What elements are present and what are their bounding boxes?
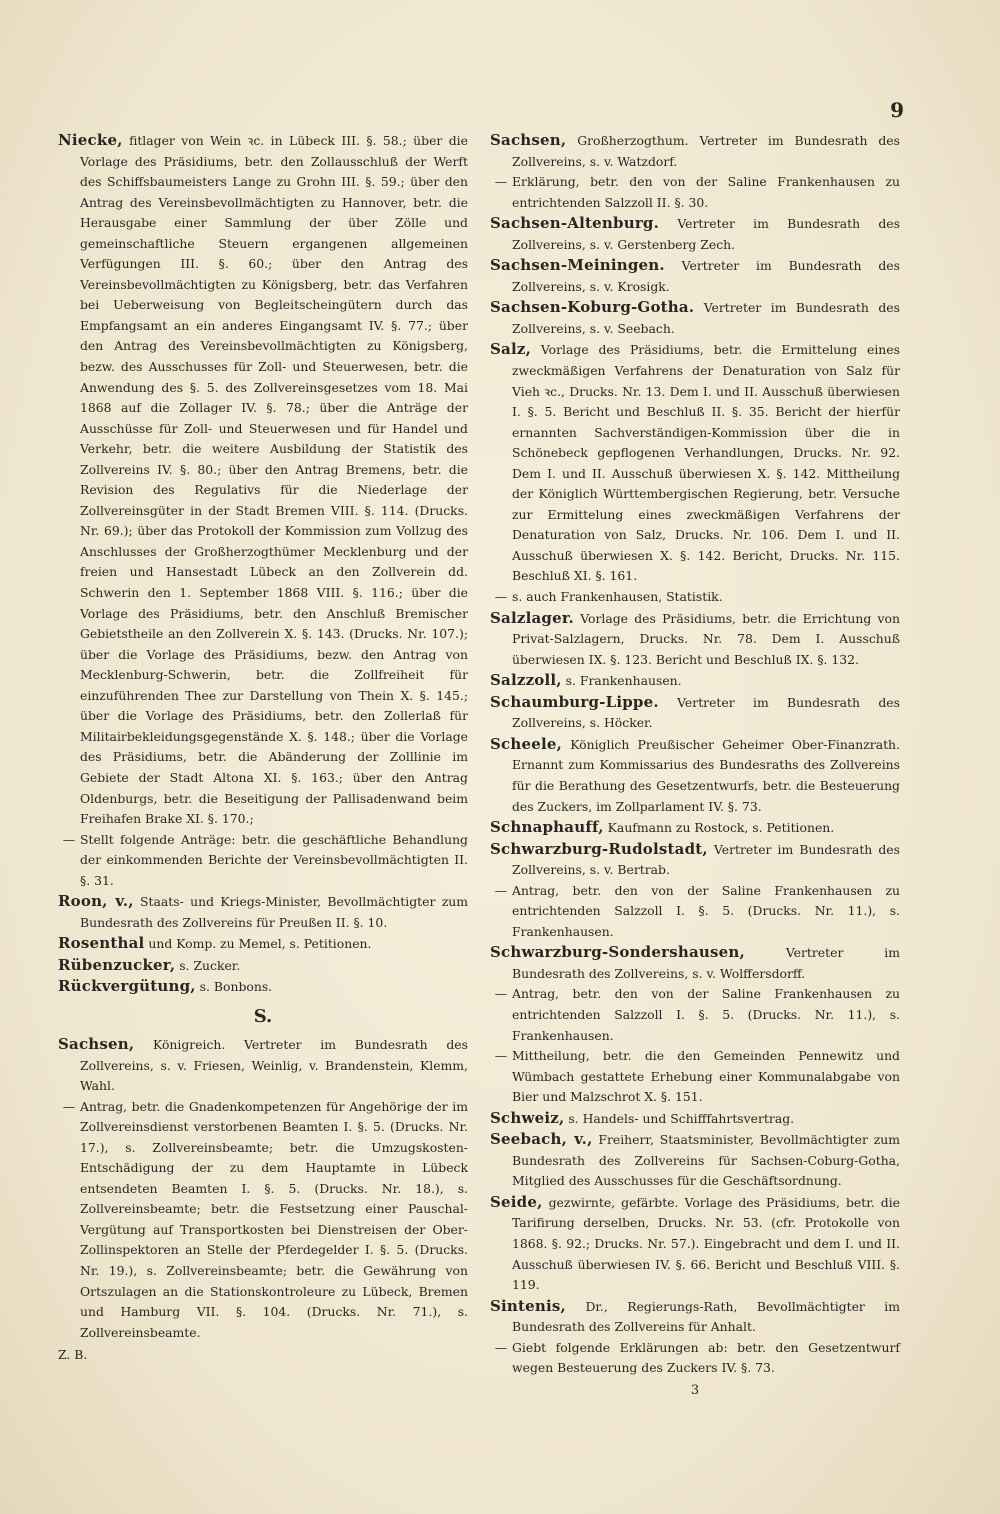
sub-entry <box>490 984 900 1046</box>
index-entry <box>490 1296 900 1338</box>
entry-headword: Rübenzucker, <box>58 955 176 974</box>
sub-entry-text: s. auch Frankenhausen, Statistik. <box>512 589 723 605</box>
index-entry <box>490 692 900 734</box>
dash-mark: — <box>494 986 508 1002</box>
index-entry <box>490 942 900 984</box>
sub-entry-group <box>58 830 468 892</box>
entry-group <box>490 608 900 881</box>
entry-text: Königlich Preußischer Geheimer Ober-Finanzrath. Ernannt zum Kommissarius des Bundesraths des Zollvereins für die Berathung des Gesetzentwurfs, betr. die Besteuerung des Zuckers, im Zollparlament IV. §. 73. <box>512 736 900 814</box>
index-entry <box>490 130 900 172</box>
entry-group <box>58 1034 468 1097</box>
index-entry <box>490 608 900 671</box>
entry-headword: Schnaphauff, <box>490 818 604 837</box>
sub-entry-text: Erklärung, betr. den von der Saline Frankenhausen zu entrichtenden Salzzoll II. §. 30. <box>512 174 900 210</box>
entry-headword: Sachsen-Koburg-Gotha. <box>490 298 695 317</box>
entry-text: Staats- und Kriegs-Minister, Bevollmächtigter zum Bundesrath des Zollvereins für Preußen II. §. 10. <box>80 894 468 930</box>
sheet-number: 3 <box>690 1382 700 1398</box>
sub-entry-group <box>490 172 900 213</box>
index-entry <box>490 1192 900 1296</box>
entry-headword: Rosenthal <box>58 934 145 953</box>
index-entry <box>490 817 900 839</box>
entry-group <box>58 891 468 998</box>
left-column <box>58 130 468 1366</box>
index-entry <box>58 976 468 998</box>
dash-mark: — <box>494 174 508 190</box>
entry-text: Freiherr, Staatsminister, Bevollmächtigter zum Bundesrath des Zollvereins für Sachsen-Coburg-Gotha, Mitglied des Ausschusses für die Geschäftsordnung. <box>512 1132 900 1189</box>
entry-headword: Sintenis, <box>490 1296 566 1315</box>
entry-text: Vorlage des Präsidiums, betr. die Errichtung von Privat-Salzlagern, Drucks. Nr. 78. Dem I. Ausschuß überwiesen IX. §. 123. Bericht und Beschluß IX. §. 132. <box>512 610 900 667</box>
index-entry <box>490 734 900 817</box>
entry-headword: Sachsen, <box>58 1034 135 1053</box>
entry-text: Königreich. Vertreter im Bundesrath des Zollvereins, s. v. Friesen, Weinlig, v. Brandenstein, Klemm, Wahl. <box>80 1036 468 1094</box>
sub-entry-group <box>490 1338 900 1379</box>
entry-headword: Salzzoll, <box>490 671 562 690</box>
index-entry <box>490 1108 900 1130</box>
entry-text: s. Handels- und Schifffahrtsvertrag. <box>568 1110 795 1126</box>
entry-text: Vertreter im Bundesrath des Zollvereins, s. v. Seebach. <box>512 300 900 336</box>
dash-mark: — <box>494 1048 508 1064</box>
entry-headword: Seebach, v., <box>490 1130 593 1149</box>
sub-entry <box>490 1338 900 1379</box>
index-entry <box>58 130 468 830</box>
index-entry <box>58 1034 468 1097</box>
index-entry <box>490 213 900 255</box>
entry-group <box>490 942 900 984</box>
entry-text: fitlager von Wein ꝛc. in Lübeck III. §. 58.; über die Vorlage des Präsidiums, betr. den Zollausschluß der Werft des Schiffsbaumeisters Lange zu Grohn III. §. 59.; über den Antrag des Vereinsbevollmächtigten zu Hannover, betr. die Herausgabe einer Sammlung der über Zölle und gemeinschaftliche Steuern ergangenen allgemeinen Verfügungen III. §. 60.; über den Antrag des Vereinsbevollmächtigten zu Königsberg, betr. das Verfahren bei Ueberweisung von Begleitscheingütern durch das Empfangsamt an ein anderes Eingangsamt IV. §. 77.; über den Antrag des Vereinsbevollmächtigten zu Königsberg, bezw. des Ausschusses für Zoll- und Steuerwesen, betr. die Anwendung des §. 5. des Zollvereinsgesetzes vom 18. Mai 1868 auf die Zollager IV. §. 78.; über die Anträge der Ausschüsse für Zoll- und Steuerwesen und für Handel und Verkehr, betr. die weitere Ausbildung der Statistik des Zollvereins IV. §. 80.; über den Antrag Bremens, betr. die Revision des Regulativs für die Niederlage der Zollvereinsgüter in der Stadt Bremen VIII. §. 114. (Drucks. Nr. 69.); über das Protokoll der Kommission zum Vollzug des Anschlusses der Großherzogthümer Mecklenburg und der freien und Hansestadt Lübeck an den Zollverein dd. Schwerin den 1. September 1868 VIII. §. 116.; über die Vorlage des Präsidiums, betr. den Anschluß Bremischer Gebietstheile an den Zollverein X. §. 143. (Drucks. Nr. 107.); über die Vorlage des Präsidiums, bezw. den Antrag von Mecklenburg-Schwerin, betr. die Zollfreiheit für einzuführenden Thee zur Darstellung von Thein X. §. 145.; über die Vorlage des Präsidiums, betr. den Zollerlaß für Militairbekleidungsgegenstände X. §. 148.; über die Vorlage des Präsidiums, betr. die Abänderung der Zolllinie im Gebiete der Stadt Altona XI. §. 163.; über den Antrag Oldenburgs, betr. die Beseitigung der Pallisadenwand beim Freihafen Brake XI. §. 170.; <box>80 133 468 827</box>
index-entry <box>490 839 900 881</box>
signature-mark: Z. B. <box>58 1347 88 1363</box>
sub-entry-group <box>490 587 900 608</box>
sub-entry-text: Giebt folgende Erklärungen ab: betr. den Gesetzentwurf wegen Besteuerung des Zuckers IV. §. 73. <box>512 1339 900 1376</box>
entry-text: und Komp. zu Memel, s. Petitionen. <box>148 936 372 952</box>
sub-entry <box>58 830 468 892</box>
sub-entry <box>490 587 900 608</box>
index-entry <box>490 255 900 297</box>
entry-text: Vertreter im Bundesrath des Zollvereins, s. Höcker. <box>512 694 900 731</box>
sub-entry-group <box>490 881 900 943</box>
entry-headword: Schwarzburg-Sondershausen, <box>490 943 745 962</box>
entry-headword: Sachsen-Altenburg. <box>490 214 660 233</box>
entry-headword: Sachsen-Meiningen. <box>490 256 665 275</box>
entry-text: gezwirnte, gefärbte. Vorlage des Präsidiums, betr. die Tarifirung derselben, Drucks. Nr. 53. (cfr. Protokolle von 1868. §. 92.; Drucks. Nr. 57.). Eingebracht und dem I. und II. Ausschuß überwiesen IV. §. 66. Bericht und Beschluß VIII. §. 119. <box>512 1194 900 1293</box>
page-number: 9 <box>890 98 904 122</box>
index-entry <box>58 891 468 933</box>
sub-entry-text: Antrag, betr. die Gnadenkompetenzen für Angehörige der im Zollvereinsdienst verstorbenen Beamten I. §. 5. (Drucks. Nr. 17.), s. Zollvereinsbeamte; betr. die Umzugskosten-Entschädigung der zu dem Hauptamte in Lübeck entsendeten Beamten I. §. 5. (Drucks. Nr. 18.), s. Zollvereinsbeamte; betr. die Festsetzung einer Pauschal-Vergütung auf Transportkosten bei Dienstreisen der Ober-Zollinspektoren an Stelle der Pferdegelder I. §. 5. (Drucks. Nr. 19.), s. Zollvereinsbeamte; betr. die Gewährung von Ortszulagen an die Stationskontroleure zu Lübeck, Bremen und Hamburg VII. §. 104. (Drucks. Nr. 71.), s. Zollvereinsbeamte. <box>80 1098 468 1340</box>
index-entry <box>490 297 900 339</box>
sub-entry <box>58 1097 468 1344</box>
sub-entry-group <box>58 1097 468 1344</box>
entry-headword: Scheele, <box>490 734 563 753</box>
index-entry <box>490 339 900 587</box>
sub-entry-text: Antrag, betr. den von der Saline Frankenhausen zu entrichtenden Salzzoll I. §. 5. (Drucks. Nr. 11.), s. Frankenhausen. <box>512 882 900 939</box>
entry-text: s. Zucker. <box>179 957 241 973</box>
entry-text: Vertreter im Bundesrath des Zollvereins, s. v. Gerstenberg Zech. <box>512 216 900 252</box>
entry-text: Vertreter im Bundesrath des Zollvereins, s. v. Wolffersdorff. <box>512 945 900 981</box>
index-entry <box>490 670 900 692</box>
dash-mark: — <box>494 882 508 898</box>
sub-entry-text: Mittheilung, betr. die den Gemeinden Pennewitz und Wümbach gestattete Erhebung einer Kommunalabgabe von Bier und Malzschrot X. §. 151. <box>512 1048 900 1105</box>
sub-entry <box>490 881 900 943</box>
dash-mark: — <box>62 1098 76 1114</box>
entry-text: Dr., Regierungs-Rath, Bevollmächtigter im Bundesrath des Zollvereins für Anhalt. <box>512 1298 900 1335</box>
entry-text: s. Bonbons. <box>199 979 273 995</box>
entry-group <box>58 130 468 830</box>
entry-headword: Schweiz, <box>490 1108 565 1127</box>
entry-headword: Rückvergütung, <box>58 977 196 996</box>
index-entry <box>490 1129 900 1192</box>
entry-text: Vorlage des Präsidiums, betr. die Ermittelung eines zweckmäßigen Verfahrens der Denaturation von Salz für Vieh ꝛc., Drucks. Nr. 13. Dem I. und II. Ausschuß überwiesen I. §. 5. Bericht und Beschluß II. §. 35. Bericht der hierfür ernannten Sachverständigen-Kommission über die in Schönebeck gepflogenen Verhandlungen, Drucks. Nr. 92. Dem I. und II. Ausschuß überwiesen X. §. 142. Mittheilung der Königlich Württembergischen Regierung, betr. Versuche zur Ermittelung eines zweckmäßigen Verfahrens der Denaturation von Salz, Drucks. Nr. 106. Dem I. und II. Ausschuß überwiesen X. §. 142. Bericht, Drucks. Nr. 115. Beschluß XI. §. 161. <box>512 342 900 584</box>
sub-entry-text: Stellt folgende Anträge: betr. die geschäftliche Behandlung der einkommenden Berichte der Vereinsbevollmächtigten II. §. 31. <box>80 831 468 888</box>
section-heading: S. <box>253 1005 273 1027</box>
entry-headword: Sachsen, <box>490 131 567 149</box>
dash-mark: — <box>494 589 508 605</box>
sub-entry <box>490 1046 900 1108</box>
entry-headword: Roon, v., <box>58 892 134 911</box>
entry-text: Großherzogthum. Vertreter im Bundesrath des Zollvereins, s. v. Watzdorf. <box>512 133 900 169</box>
entry-group <box>490 130 900 172</box>
entry-headword: Schwarzburg-Rudolstadt, <box>490 839 708 858</box>
sub-entry-text: Antrag, betr. den von der Saline Frankenhausen zu entrichtenden Salzzoll I. §. 5. (Drucks. Nr. 11.), s. Frankenhausen. <box>512 986 900 1043</box>
entry-headword: Niecke, <box>58 131 123 149</box>
entry-headword: Seide, <box>490 1192 543 1211</box>
dash-mark: — <box>494 1339 508 1355</box>
entry-headword: Salz, <box>490 340 531 359</box>
right-column <box>490 130 900 1401</box>
entry-headword: Schaumburg-Lippe. <box>490 692 659 711</box>
entry-group <box>490 1108 900 1338</box>
sub-entry-group <box>490 984 900 1107</box>
entry-text: Vertreter im Bundesrath des Zollvereins, s. v. Bertrab. <box>512 841 900 878</box>
entry-text: s. Frankenhausen. <box>565 673 682 689</box>
entry-headword: Salzlager. <box>490 608 574 627</box>
index-entry <box>58 955 468 977</box>
entry-group <box>490 213 900 587</box>
entry-text: Kaufmann zu Rostock, s. Petitionen. <box>607 820 835 836</box>
index-entry <box>58 933 468 955</box>
dash-mark: — <box>62 831 76 847</box>
sub-entry <box>490 172 900 213</box>
entry-text: Vertreter im Bundesrath des Zollvereins, s. v. Krosigk. <box>512 258 900 294</box>
